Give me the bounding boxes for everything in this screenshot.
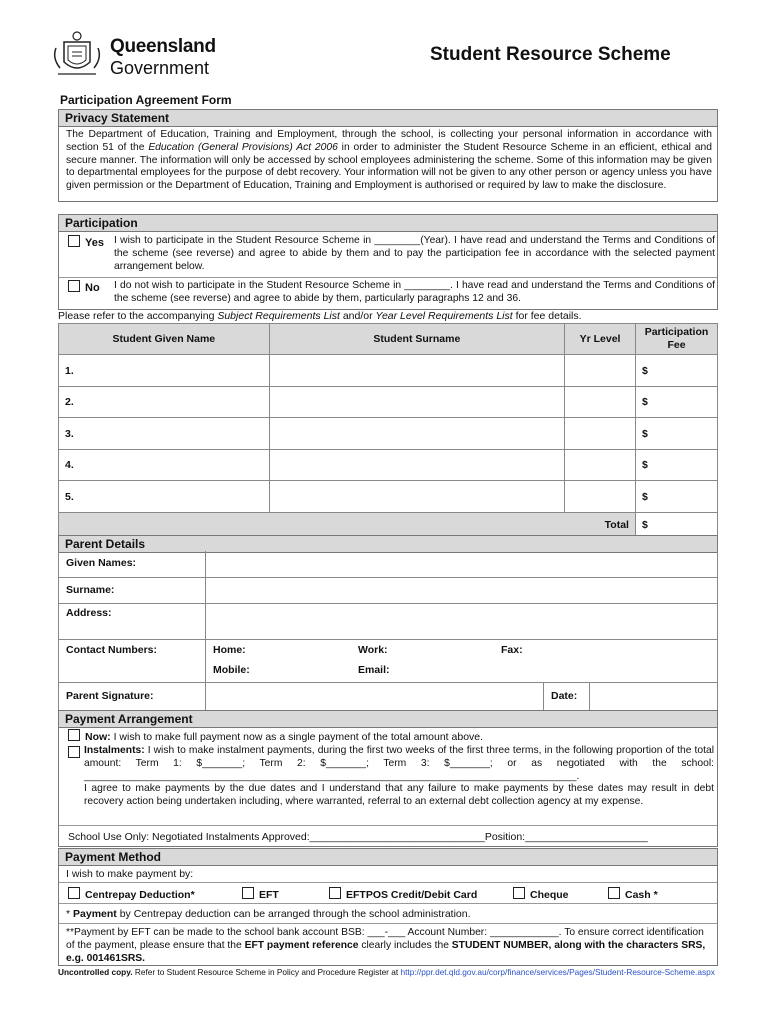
policy-register-link[interactable]: http://ppr.det.qld.gov.au/corp/finance/services/Pages/Student-Resource-Scheme.aspx: [400, 967, 715, 977]
parent-details-heading: Parent Details: [59, 536, 717, 553]
contact-numbers-row: Contact Numbers: Home: Work: Fax: Mobile: Email:: [58, 640, 718, 683]
home-label: Home:: [213, 644, 246, 656]
privacy-text: The Department of Education, Training and Employment, through the school, is collecting your personal information in accordance with section 51 of the Education (General Provisions) Act 2006 in order to administer the Student Resource Scheme in an efficient, ethical and secure manner. The information will only be accessed by school employees administering the scheme. Some of this information may be given to departmental employees for the purpose of debt recovery. Your information will not be given to any other person or agency unless you have given permission or the Department of Education, Training and Employment is authorised or required by law to make the disclosure.: [66, 129, 712, 192]
total-label: Total: [59, 513, 636, 537]
participation-section: [58, 214, 718, 310]
total-row: [59, 513, 718, 537]
yes-label: Yes: [85, 237, 104, 249]
option-eftpos: EFTPOS Credit/Debit Card: [329, 887, 477, 901]
coat-of-arms-icon: [50, 28, 104, 82]
privacy-section: [58, 109, 718, 202]
participation-heading: Participation: [59, 215, 717, 232]
option-eft: EFT: [242, 887, 279, 901]
fees-note: Please refer to the accompanying Subject Requirements List and/or Year Level Requirements List for fee details.: [58, 310, 582, 322]
option-cash: Cash *: [608, 887, 658, 901]
centrepay-checkbox[interactable]: [68, 887, 80, 899]
org-name-line2: Government: [110, 58, 210, 78]
agreement-text: I agree to make payments by the due dates and I understand that any failure to make payments by these dates may result in debt recovery action being undertaken including, where warranted, referral to an external debt collection agency at my expense.: [84, 783, 714, 807]
org-name-line1: Queensland: [110, 36, 216, 57]
students-table: [58, 323, 718, 537]
signature-row: Parent Signature: Date:: [58, 683, 718, 711]
fax-label: Fax:: [501, 644, 523, 656]
payment-intro: I wish to make payment by:: [66, 868, 194, 880]
footer-note: Uncontrolled copy. Refer to Student Resource Scheme in Policy and Procedure Register at http://ppr.det.qld.gov.au/corp/finance/services/Pages/Student-Resource-Scheme.aspx: [58, 967, 715, 977]
payment-arrangement-section: Payment Arrangement Now: I wish to make full payment now as a single payment of the total amount above. Instalments: I wish to make instalment payments, during the first two weeks of the first three terms, in the following proportion of the total amount: Term 1: $_______; Term 2: $_______; Term 3: $_______; or as negotiated with the school: ______________________________________________________________________________________. I agree to make payments by the due dates and I understand that any failure to make payments by these dates may result in debt recovery action being undertaken including, where warranted, referral to an external debt collection agency at my expense. School Use Only: Negotiated Instalments Approved:______________________________Position:_____________________: [58, 710, 718, 847]
mobile-label: Mobile:: [213, 664, 250, 676]
participation-yes-option: [68, 235, 715, 272]
table-row: 3. $: [59, 418, 718, 450]
eft-note: **Payment by EFT can be made to the school bank account BSB: ___-___ Account Number: ____________. To ensure correct identification of the payment, please ensure that the EFT payment reference clearly includes the STUDENT NUMBER, along with the characters SRS, e.g. 001461SRS.: [66, 927, 706, 964]
instalments-checkbox[interactable]: [68, 746, 80, 758]
col-surname: Student Surname: [269, 324, 564, 355]
col-yr-level: Yr Level: [565, 324, 636, 355]
eft-checkbox[interactable]: [242, 887, 254, 899]
privacy-heading: Privacy Statement: [59, 110, 717, 127]
option-centrepay: Centrepay Deduction*: [68, 887, 195, 901]
queensland-government-logo: [50, 28, 230, 84]
work-label: Work:: [358, 644, 388, 656]
cash-checkbox[interactable]: [608, 887, 620, 899]
yes-checkbox[interactable]: [68, 235, 80, 247]
surname-row: Surname:: [58, 578, 718, 604]
payment-method-heading: Payment Method: [59, 849, 717, 866]
pay-now-checkbox[interactable]: [68, 729, 80, 741]
no-checkbox[interactable]: [68, 280, 80, 292]
eftpos-checkbox[interactable]: [329, 887, 341, 899]
option-cheque: Cheque: [513, 887, 569, 901]
centrepay-note: * Payment by Centrepay deduction can be arranged through the school administration.: [66, 908, 471, 920]
address-row: Address:: [58, 604, 718, 640]
payment-method-section: [58, 848, 718, 966]
form-title: Participation Agreement Form: [60, 93, 232, 107]
table-row: 2. $: [59, 387, 718, 418]
cheque-checkbox[interactable]: [513, 887, 525, 899]
table-row: 4. $: [59, 450, 718, 481]
table-row: 5. $: [59, 481, 718, 513]
pay-now-option: Now: I wish to make full payment now as a single payment of the total amount above.: [68, 729, 714, 743]
email-label: Email:: [358, 664, 390, 676]
no-label: No: [85, 282, 100, 294]
table-row: 1. $: [59, 355, 718, 387]
participation-no-option: [68, 280, 715, 304]
yes-text: I wish to participate in the Student Resource Scheme in ________(Year). I have read and understand the Terms and Conditions of the scheme (see reverse) and agree to abide by them and to pay the participation fee in accordance with the selected payment arrangement below.: [114, 235, 715, 272]
document-title: Student Resource Scheme: [430, 44, 671, 65]
no-text: I do not wish to participate in the Student Resource Scheme in ________. I have read and understand the Terms and Conditions of the scheme (see reverse) and agree to abide by them, particularly paragraphs 12 and 36.: [114, 280, 715, 304]
date-label: Date:: [551, 690, 578, 702]
col-participation-fee: Participation Fee: [635, 324, 717, 355]
school-use-line: School Use Only: Negotiated Instalments Approved:______________________________Position:_____________________: [68, 831, 648, 843]
col-given-name: Student Given Name: [59, 324, 270, 355]
total-amount[interactable]: $: [635, 513, 717, 537]
given-names-row: Given Names:: [58, 551, 718, 578]
payment-arrangement-heading: Payment Arrangement: [59, 711, 717, 728]
